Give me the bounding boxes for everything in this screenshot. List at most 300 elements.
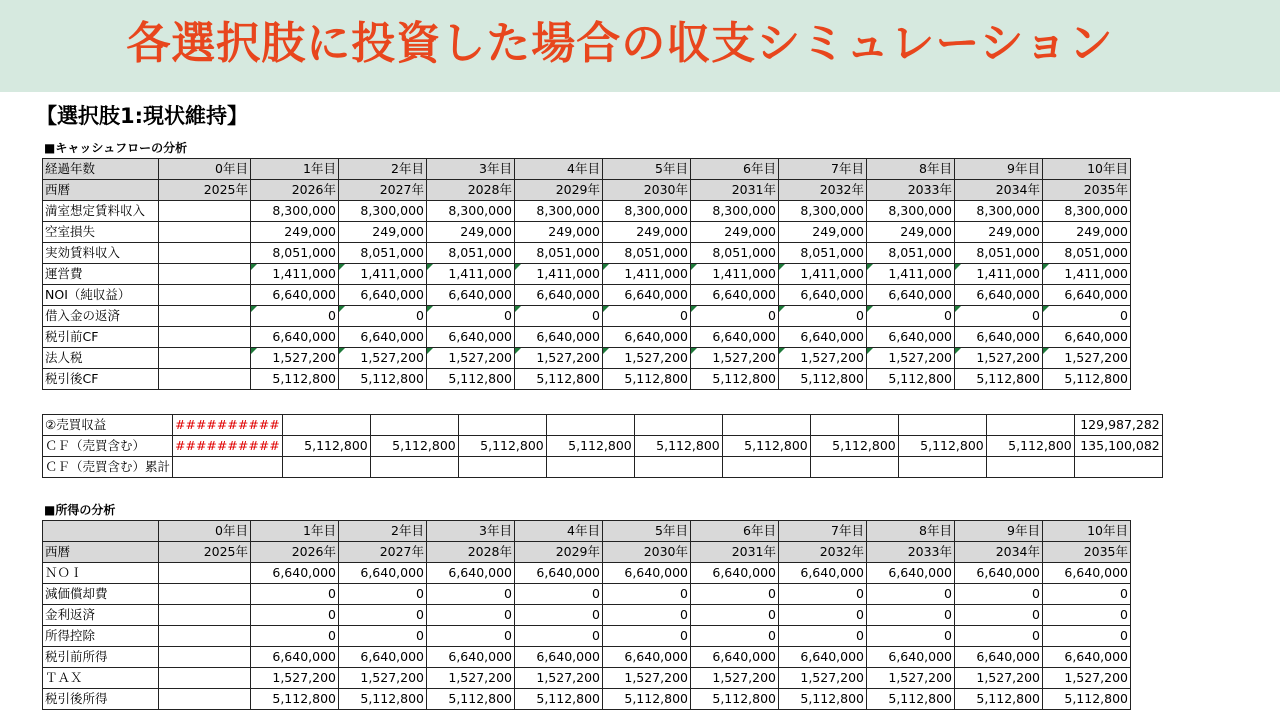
table-cell: 6,640,000 xyxy=(779,647,867,668)
table-cell: 6,640,000 xyxy=(1043,327,1131,348)
table-row xyxy=(43,222,1131,243)
table-row xyxy=(43,457,1163,478)
table-cell: 0 xyxy=(867,626,955,647)
table-cell: 0 xyxy=(867,584,955,605)
table-cell: 1,527,200 xyxy=(427,348,515,369)
table-cell: 249,000 xyxy=(1043,222,1131,243)
table-cell xyxy=(159,563,251,584)
table-cell: 4年目 xyxy=(515,159,603,180)
table-cell: 5,112,800 xyxy=(515,369,603,390)
table-cell: 0 xyxy=(603,584,691,605)
table-cell xyxy=(810,415,898,436)
table-cell xyxy=(159,689,251,710)
table-cell: 0 xyxy=(1043,584,1131,605)
table-cell: 2029年 xyxy=(515,542,603,563)
table-cell: 2029年 xyxy=(515,180,603,201)
table-cell: 7年目 xyxy=(779,521,867,542)
table-cell: 2027年 xyxy=(339,180,427,201)
table-cell: 2025年 xyxy=(159,180,251,201)
table-cell: 1,527,200 xyxy=(251,668,339,689)
table-cell: 2034年 xyxy=(955,542,1043,563)
table-cell: 6,640,000 xyxy=(603,647,691,668)
table-cell: 0 xyxy=(515,605,603,626)
table-cell: 6,640,000 xyxy=(251,327,339,348)
table-cell: 5,112,800 xyxy=(339,369,427,390)
table-cell xyxy=(634,457,722,478)
table-cell: 0 xyxy=(251,605,339,626)
table-cell: 6,640,000 xyxy=(867,563,955,584)
table-cell: 129,987,282 xyxy=(1074,415,1162,436)
table-cell: 8年目 xyxy=(867,521,955,542)
table-cell: 0 xyxy=(955,584,1043,605)
table-cell: 6,640,000 xyxy=(427,563,515,584)
table-cell xyxy=(159,285,251,306)
table-cell xyxy=(159,584,251,605)
header-row-years xyxy=(43,521,1131,542)
table-cell: 6,640,000 xyxy=(691,285,779,306)
table-cell: 0 xyxy=(779,584,867,605)
table-cell: 1,411,000 xyxy=(515,264,603,285)
table-cell: 6,640,000 xyxy=(339,327,427,348)
table-cell: 2028年 xyxy=(427,542,515,563)
table-cell: 6,640,000 xyxy=(1043,563,1131,584)
row-label: ＣＦ（売買含む）累計 xyxy=(43,457,173,478)
table-row xyxy=(43,327,1131,348)
cashflow-table xyxy=(42,158,1131,390)
table-row xyxy=(43,436,1163,457)
table-cell: 1,527,200 xyxy=(779,668,867,689)
table-cell: 6,640,000 xyxy=(515,327,603,348)
table-cell: 6,640,000 xyxy=(867,647,955,668)
table-cell: 1,527,200 xyxy=(779,348,867,369)
table-cell: 5年目 xyxy=(603,159,691,180)
table-cell: 6,640,000 xyxy=(955,563,1043,584)
row-label: NOI（純収益） xyxy=(43,285,159,306)
table-cell: 2030年 xyxy=(603,180,691,201)
table-cell: 1,411,000 xyxy=(779,264,867,285)
table-cell: 1年目 xyxy=(251,159,339,180)
table-cell: 249,000 xyxy=(251,222,339,243)
table-cell: 10年目 xyxy=(1043,159,1131,180)
table-row xyxy=(43,285,1131,306)
table-cell: 5,112,800 xyxy=(251,689,339,710)
table-cell: 5,112,800 xyxy=(339,689,427,710)
table-cell: 249,000 xyxy=(603,222,691,243)
table-cell: 3年目 xyxy=(427,521,515,542)
row-label: 実効賃料収入 xyxy=(43,243,159,264)
table-row xyxy=(43,647,1131,668)
table-cell: 8,051,000 xyxy=(779,243,867,264)
table-cell xyxy=(898,457,986,478)
table-cell: 2035年 xyxy=(1043,542,1131,563)
table-cell: 6,640,000 xyxy=(779,563,867,584)
table-cell: 6,640,000 xyxy=(867,285,955,306)
table-cell: 5,112,800 xyxy=(546,436,634,457)
table-cell: 10年目 xyxy=(1043,521,1131,542)
table-cell xyxy=(159,264,251,285)
table-cell: 5,112,800 xyxy=(691,689,779,710)
table-cell: 6,640,000 xyxy=(691,327,779,348)
table-cell: 5,112,800 xyxy=(722,436,810,457)
table-cell xyxy=(159,201,251,222)
table-cell: 1,527,200 xyxy=(1043,668,1131,689)
table-cell: 0 xyxy=(427,626,515,647)
table-cell: 6,640,000 xyxy=(427,647,515,668)
row-label: 西暦 xyxy=(43,180,159,201)
table-row xyxy=(43,264,1131,285)
table-cell xyxy=(546,415,634,436)
row-label: 経過年数 xyxy=(43,159,159,180)
table-cell: 6年目 xyxy=(691,521,779,542)
table-cell: 8,300,000 xyxy=(427,201,515,222)
table-cell: 6,640,000 xyxy=(691,647,779,668)
table-cell xyxy=(173,457,283,478)
table-cell: 5,112,800 xyxy=(986,436,1074,457)
table-cell: 6,640,000 xyxy=(251,647,339,668)
table-cell: 6,640,000 xyxy=(427,327,515,348)
table-cell: 2年目 xyxy=(339,159,427,180)
table-cell: 8,300,000 xyxy=(1043,201,1131,222)
table-cell: 6,640,000 xyxy=(603,285,691,306)
table-cell: 2026年 xyxy=(251,180,339,201)
table-cell: 0年目 xyxy=(159,521,251,542)
table-cell xyxy=(546,457,634,478)
table-cell: 8,051,000 xyxy=(867,243,955,264)
table-cell: 2030年 xyxy=(603,542,691,563)
table-cell: 6年目 xyxy=(691,159,779,180)
row-label: 満室想定賃料収入 xyxy=(43,201,159,222)
table-cell: 8,051,000 xyxy=(339,243,427,264)
table-cell: 1,411,000 xyxy=(603,264,691,285)
table-cell xyxy=(282,457,370,478)
table-cell: 5,112,800 xyxy=(603,369,691,390)
table-cell: 0 xyxy=(691,306,779,327)
title-banner xyxy=(0,0,1280,92)
sales-table xyxy=(42,414,1163,478)
row-label xyxy=(43,521,159,542)
table-cell: 0 xyxy=(955,306,1043,327)
cashflow-section-title: ■キャッシュフローの分析 xyxy=(44,141,188,155)
table-cell: 7年目 xyxy=(779,159,867,180)
table-cell: 1,527,200 xyxy=(955,668,1043,689)
table-cell: 8,051,000 xyxy=(427,243,515,264)
table-cell: 1,527,200 xyxy=(339,348,427,369)
table-cell: 8,300,000 xyxy=(515,201,603,222)
table-cell: 6,640,000 xyxy=(955,647,1043,668)
table-cell xyxy=(722,457,810,478)
table-cell: 0 xyxy=(779,605,867,626)
page-title: 各選択肢に投資した場合の収支シミュレーション xyxy=(126,18,1114,69)
row-label: 借入金の返済 xyxy=(43,306,159,327)
table-cell: 0 xyxy=(427,306,515,327)
table-row xyxy=(43,563,1131,584)
table-cell: 0 xyxy=(1043,605,1131,626)
table-cell: 1,527,200 xyxy=(339,668,427,689)
table-cell xyxy=(282,415,370,436)
table-cell xyxy=(159,243,251,264)
table-cell: 8,300,000 xyxy=(603,201,691,222)
table-cell: 5,112,800 xyxy=(867,689,955,710)
table-cell: 0 xyxy=(867,306,955,327)
header-row-calendar xyxy=(43,180,1131,201)
table-cell xyxy=(370,457,458,478)
table-cell: 0 xyxy=(427,584,515,605)
table-cell: 8,300,000 xyxy=(251,201,339,222)
table-cell: 0 xyxy=(779,306,867,327)
table-cell: 6,640,000 xyxy=(1043,285,1131,306)
table-cell: 8,300,000 xyxy=(339,201,427,222)
table-cell: 5,112,800 xyxy=(427,689,515,710)
table-cell: 0 xyxy=(251,584,339,605)
table-cell: 0 xyxy=(515,626,603,647)
row-label: ＮＯＩ xyxy=(43,563,159,584)
table-cell: 0 xyxy=(339,584,427,605)
table-cell: 249,000 xyxy=(779,222,867,243)
table-cell: 6,640,000 xyxy=(603,563,691,584)
table-cell: 6,640,000 xyxy=(867,327,955,348)
table-cell: 5,112,800 xyxy=(370,436,458,457)
table-cell: 0 xyxy=(515,306,603,327)
table-cell: 2026年 xyxy=(251,542,339,563)
table-cell: 249,000 xyxy=(867,222,955,243)
table-cell: 2031年 xyxy=(691,542,779,563)
table-cell xyxy=(898,415,986,436)
table-cell: 6,640,000 xyxy=(339,563,427,584)
row-label: ＴＡＸ xyxy=(43,668,159,689)
table-cell: 8,051,000 xyxy=(955,243,1043,264)
table-cell: 2027年 xyxy=(339,542,427,563)
header-row-years xyxy=(43,159,1131,180)
table-cell: 0 xyxy=(603,626,691,647)
sales-table-body xyxy=(43,415,1163,478)
header-row-calendar xyxy=(43,542,1131,563)
table-cell: 6,640,000 xyxy=(779,327,867,348)
table-cell: 5,112,800 xyxy=(955,689,1043,710)
row-label: 減価償却費 xyxy=(43,584,159,605)
table-cell: 5,112,800 xyxy=(251,369,339,390)
table-row xyxy=(43,243,1131,264)
table-cell: 2031年 xyxy=(691,180,779,201)
table-row xyxy=(43,201,1131,222)
table-cell: 1,527,200 xyxy=(603,348,691,369)
table-cell: 2034年 xyxy=(955,180,1043,201)
table-cell: 6,640,000 xyxy=(251,285,339,306)
table-cell: 1,411,000 xyxy=(955,264,1043,285)
table-cell: 1,411,000 xyxy=(867,264,955,285)
table-cell: 5年目 xyxy=(603,521,691,542)
table-cell: 5,112,800 xyxy=(282,436,370,457)
table-cell: 1,411,000 xyxy=(251,264,339,285)
table-cell: 0 xyxy=(779,626,867,647)
table-cell xyxy=(159,668,251,689)
table-cell: 6,640,000 xyxy=(515,285,603,306)
table-cell xyxy=(159,348,251,369)
table-cell xyxy=(159,327,251,348)
row-label: 税引前所得 xyxy=(43,647,159,668)
table-row xyxy=(43,626,1131,647)
table-cell: 2035年 xyxy=(1043,180,1131,201)
row-label: 税引前CF xyxy=(43,327,159,348)
row-label: 金利返済 xyxy=(43,605,159,626)
table-cell: 1,527,200 xyxy=(427,668,515,689)
table-row xyxy=(43,306,1131,327)
table-cell: 2032年 xyxy=(779,180,867,201)
table-cell: 5,112,800 xyxy=(427,369,515,390)
table-cell: 5,112,800 xyxy=(634,436,722,457)
table-cell xyxy=(159,369,251,390)
table-cell: 0 xyxy=(1043,306,1131,327)
table-cell: 5,112,800 xyxy=(810,436,898,457)
table-cell: 2032年 xyxy=(779,542,867,563)
table-cell xyxy=(634,415,722,436)
table-cell: 5,112,800 xyxy=(779,689,867,710)
table-cell: 0 xyxy=(603,306,691,327)
table-cell: 8年目 xyxy=(867,159,955,180)
income-table-body xyxy=(43,521,1131,710)
table-cell: 135,100,082 xyxy=(1074,436,1162,457)
table-row xyxy=(43,369,1131,390)
table-cell: 1,527,200 xyxy=(603,668,691,689)
table-cell: 6,640,000 xyxy=(955,285,1043,306)
table-cell: 5,112,800 xyxy=(458,436,546,457)
table-cell: 1,527,200 xyxy=(691,348,779,369)
table-cell: 8,300,000 xyxy=(955,201,1043,222)
table-cell: 5,112,800 xyxy=(1043,369,1131,390)
table-cell: 8,051,000 xyxy=(1043,243,1131,264)
table-cell: ########## xyxy=(173,436,283,457)
table-cell: 9年目 xyxy=(955,159,1043,180)
row-label: 法人税 xyxy=(43,348,159,369)
table-cell: 0 xyxy=(251,626,339,647)
table-cell: 249,000 xyxy=(427,222,515,243)
table-row xyxy=(43,415,1163,436)
income-section-title: ■所得の分析 xyxy=(44,503,116,517)
table-cell: 2033年 xyxy=(867,180,955,201)
table-cell: 6,640,000 xyxy=(603,327,691,348)
table-cell: 0 xyxy=(427,605,515,626)
table-cell: 8,300,000 xyxy=(867,201,955,222)
table-cell: 5,112,800 xyxy=(867,369,955,390)
table-cell: 249,000 xyxy=(339,222,427,243)
table-cell xyxy=(1074,457,1162,478)
cashflow-table-body xyxy=(43,159,1131,390)
table-cell: 8,051,000 xyxy=(251,243,339,264)
option-subtitle: 【選択肢1:現状維持】 xyxy=(36,104,249,128)
table-cell: 249,000 xyxy=(955,222,1043,243)
row-label: 空室損失 xyxy=(43,222,159,243)
table-cell: 0 xyxy=(691,626,779,647)
table-cell: 0 xyxy=(339,626,427,647)
table-cell: 1,411,000 xyxy=(339,264,427,285)
table-cell: 6,640,000 xyxy=(779,285,867,306)
table-cell: 249,000 xyxy=(515,222,603,243)
table-cell xyxy=(458,415,546,436)
table-cell: 6,640,000 xyxy=(955,327,1043,348)
table-cell: 1,411,000 xyxy=(427,264,515,285)
table-cell: 8,051,000 xyxy=(603,243,691,264)
table-cell: 6,640,000 xyxy=(1043,647,1131,668)
table-cell: 6,640,000 xyxy=(251,563,339,584)
table-cell: 0 xyxy=(339,605,427,626)
table-row xyxy=(43,348,1131,369)
table-cell: 5,112,800 xyxy=(515,689,603,710)
table-cell: 8,051,000 xyxy=(691,243,779,264)
table-cell: 0 xyxy=(1043,626,1131,647)
table-cell: 2025年 xyxy=(159,542,251,563)
table-cell: 5,112,800 xyxy=(1043,689,1131,710)
table-cell: 5,112,800 xyxy=(603,689,691,710)
table-cell: 1,527,200 xyxy=(955,348,1043,369)
table-cell: 8,300,000 xyxy=(779,201,867,222)
table-cell xyxy=(370,415,458,436)
table-cell: 2028年 xyxy=(427,180,515,201)
table-cell xyxy=(159,306,251,327)
table-cell: 9年目 xyxy=(955,521,1043,542)
table-cell: 5,112,800 xyxy=(779,369,867,390)
table-cell: 1,527,200 xyxy=(867,668,955,689)
table-cell xyxy=(986,457,1074,478)
table-cell: 1,527,200 xyxy=(867,348,955,369)
table-cell xyxy=(722,415,810,436)
table-cell xyxy=(159,222,251,243)
table-cell: 8,051,000 xyxy=(515,243,603,264)
row-label: ＣＦ（売買含む） xyxy=(43,436,173,457)
table-cell: 249,000 xyxy=(691,222,779,243)
row-label: 税引後CF xyxy=(43,369,159,390)
table-cell: 6,640,000 xyxy=(339,285,427,306)
row-label: 税引後所得 xyxy=(43,689,159,710)
table-cell: 1,527,200 xyxy=(515,348,603,369)
table-cell: 4年目 xyxy=(515,521,603,542)
table-cell: 6,640,000 xyxy=(515,563,603,584)
row-label: 所得控除 xyxy=(43,626,159,647)
table-cell: 1,527,200 xyxy=(1043,348,1131,369)
table-cell xyxy=(159,647,251,668)
table-cell: 5,112,800 xyxy=(691,369,779,390)
table-cell: 8,300,000 xyxy=(691,201,779,222)
table-cell: 0年目 xyxy=(159,159,251,180)
table-cell: 1,527,200 xyxy=(691,668,779,689)
table-cell xyxy=(458,457,546,478)
row-label: 運営費 xyxy=(43,264,159,285)
table-cell: 0 xyxy=(515,584,603,605)
income-table xyxy=(42,520,1131,710)
table-cell: ########## xyxy=(173,415,283,436)
table-cell: 6,640,000 xyxy=(691,563,779,584)
table-cell xyxy=(159,626,251,647)
table-cell: 0 xyxy=(867,605,955,626)
table-cell: 0 xyxy=(251,306,339,327)
table-cell: 6,640,000 xyxy=(515,647,603,668)
table-cell: 0 xyxy=(955,605,1043,626)
table-cell: 0 xyxy=(603,605,691,626)
table-cell: 1,527,200 xyxy=(515,668,603,689)
table-cell: 0 xyxy=(955,626,1043,647)
table-cell: 1,527,200 xyxy=(251,348,339,369)
table-cell: 5,112,800 xyxy=(955,369,1043,390)
table-cell: 1年目 xyxy=(251,521,339,542)
table-cell: 0 xyxy=(691,584,779,605)
table-cell: 1,411,000 xyxy=(1043,264,1131,285)
table-cell: 3年目 xyxy=(427,159,515,180)
table-row xyxy=(43,689,1131,710)
table-row xyxy=(43,668,1131,689)
table-cell: 6,640,000 xyxy=(427,285,515,306)
table-cell: 5,112,800 xyxy=(898,436,986,457)
table-row xyxy=(43,584,1131,605)
table-row xyxy=(43,605,1131,626)
table-cell: 1,411,000 xyxy=(691,264,779,285)
